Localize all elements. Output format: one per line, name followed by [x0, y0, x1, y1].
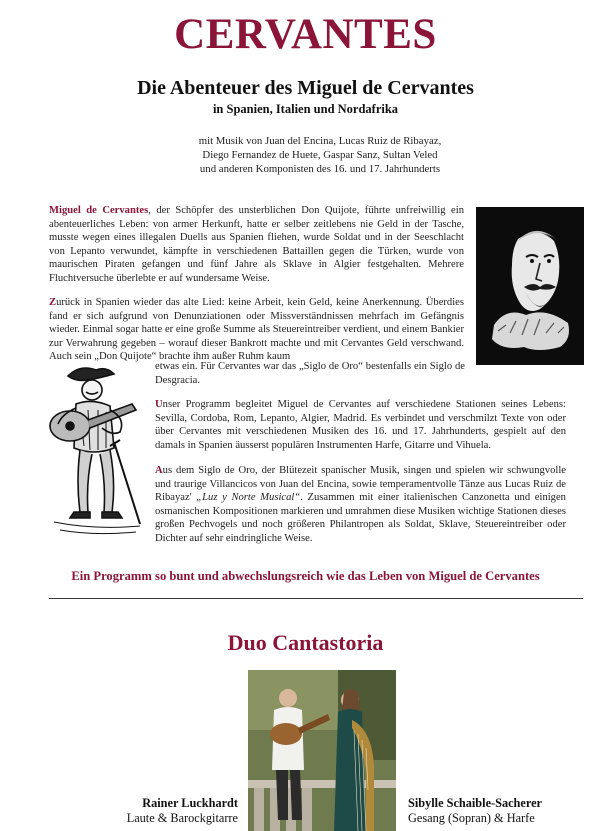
program-tagline: Ein Programm so bunt und abwechslungsreich wie das Leben von Miguel de Cervantes	[71, 569, 540, 583]
artist-role: Gesang (Sopran) & Harfe	[408, 811, 535, 825]
paragraph-text: , der Schöpfer des unsterblichen Don Quijote, führte unfreiwillig ein abenteuerliches Leben: von armer Herkunft, hatte er selber zeitlebens nie Geld in der Tasche, musste wegen eines illegalen Duells aus Spanien fliehen, wurde Soldat und in der Seeschlacht von Lepanto verwundet, kämpfte in verschiedenen Battaillen gegen die Türken, wurde von maurischen Piraten gefangen und fünf Jahre als Sklave in Algier festgehalten. Mehrere Fluchtversuche überlebte er auf wundersame Weise.	[49, 205, 464, 284]
paragraph-return-spain	[49, 296, 464, 364]
composers-line: und anderen Komponisten des 16. und 17. Jahrhunderts	[199, 163, 441, 176]
drop-cap: U	[155, 399, 163, 410]
paragraph-text: urück in Spanien wieder das alte Lied: keine Arbeit, kein Geld, keine Anerkennung. Überdies fand er sich aufgrund von Denunziationen oder Missverständnissen mehrfach im Gefängnis wieder. Einmal sogar hatte er eine große Summe als Steuereintreiber verdient, und einem Bankier zur Verwahrung gegeben – worauf dieser Bankrott machte und mit Cervantes Geld verschwand. Auch sein „Don Quijote“ brachte ihm außer Ruhm kaum	[49, 297, 464, 363]
drop-cap: Z	[49, 297, 57, 308]
paragraph-biography	[49, 204, 464, 286]
paragraph-siglo-de-oro	[155, 464, 566, 546]
poster-title: CERVANTES	[174, 11, 437, 58]
paragraph-text: nser Programm begleitet Miguel de Cervantes auf verschiedene Stationen seines Lebens: Sevilla, Cordoba, Rom, Lepanto, Algier, Madrid. Es verbindet und verschmilzt Texte von oder über Cervantes mit verschiedenen Musiken des 16. und 17. Jahrhunderts, gespielt auf den damals in Spanien äusserst populären Instrumenten Harfe, Gitarre und Vihuela.	[155, 399, 566, 451]
composers-line: Diego Fernandez de Huete, Gaspar Sanz, Sultan Veled	[202, 149, 438, 162]
drop-cap: A	[155, 465, 163, 476]
duo-title: Duo Cantastoria	[227, 630, 384, 655]
artist-name: Rainer Luckhardt	[142, 796, 238, 810]
lute-player-image	[40, 362, 148, 540]
paragraph-return-spain-cont: etwas ein. Für Cervantes war das „Siglo de Oro“ bestenfalls ein Siglo de Desgracia.	[155, 361, 465, 386]
paragraph-text: us dem Siglo de Oro, der Blütezeit spanischer Musik, singen und spielen wir schwungvolle und traurige Villancicos von Juan del Encina, sowie temperamentvolle Tänze aus Lucas Ruiz de Ribayaz'	[155, 465, 566, 504]
artist-role: Laute & Barockgitarre	[126, 811, 238, 825]
composers-block	[150, 134, 490, 177]
cervantes-portrait-image	[476, 207, 584, 365]
paragraph-program	[155, 398, 566, 452]
cervantes-name: Miguel de Cervantes	[49, 205, 149, 216]
poster-subtitle: Die Abenteuer des Miguel de Cervantes	[137, 77, 474, 99]
divider-line	[49, 598, 583, 599]
composers-line: mit Musik von Juan del Encina, Lucas Ruiz de Ribayaz,	[198, 135, 442, 147]
paragraph-text: . Zusammen mit einer italienischen Canzonetta und einigen osmanischen Kompositionen markieren und umrahmen diese Musiken wichtige Stationen dieses großen Pechvogels und noch größeren Philantropen als Soldat, Sklave, Steuereintreiber oder Dichter auf sehr eindringliche Weise.	[155, 492, 566, 544]
work-title: „Luz y Norte Musical“	[196, 492, 301, 504]
artist-name: Sibylle Schaible-Sacherer	[408, 796, 543, 810]
duo-photo	[248, 670, 396, 831]
poster-subtitle-locations: in Spanien, Italien und Nordafrika	[212, 102, 399, 116]
